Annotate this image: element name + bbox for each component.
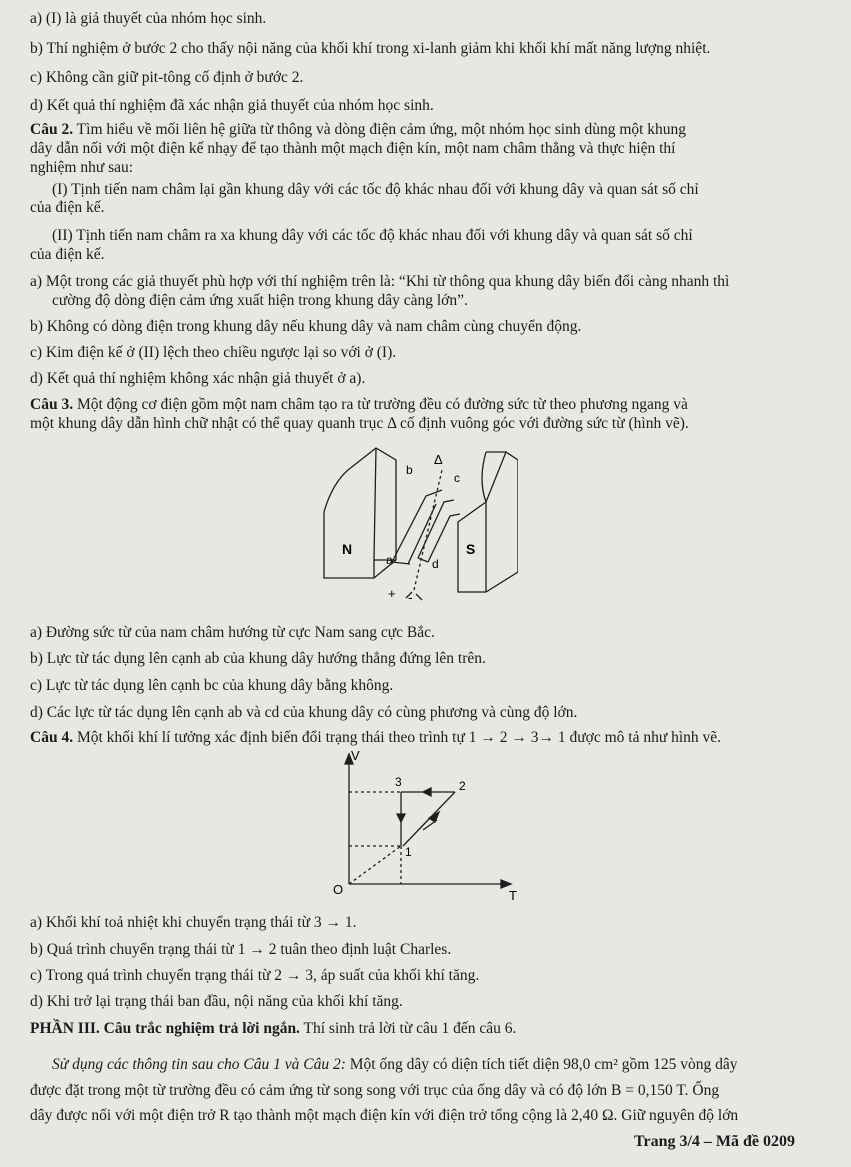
q2-stem-line1 — [30, 120, 686, 139]
terminal-minus: - — [408, 589, 413, 605]
q2-stem-text: Tìm hiểu về mối liên hệ giữa từ thông và dòng điện cảm ứng, một nhóm học sinh dùng một khung — [73, 121, 687, 138]
magnet-n-label: N — [342, 541, 353, 557]
q4-stem — [30, 728, 721, 747]
state-2-label: 2 — [459, 779, 466, 793]
coil-label-b: b — [406, 463, 413, 477]
info-line2: được đặt trong một từ trường đều có cảm ứng từ song song với trục của ống dây và có độ lớn B = 0,150 T. Ống — [30, 1082, 720, 1099]
q2-stem-line3: nghiệm như sau: — [30, 159, 134, 176]
q1-option-b: b) Thí nghiệm ở bước 2 cho thấy nội năng của khối khí trong xi-lanh giảm khi khối khí mất năng lượng nhiệt. — [30, 40, 711, 57]
q4-stem-text: Một khối khí lí tưởng xác định biến đổi trạng thái theo trình tự 1 → 2 → 3→ 1 được mô tả như hình vẽ. — [73, 729, 722, 746]
magnet-s-label: S — [466, 541, 476, 557]
q4-option-a: a) Khối khí toả nhiệt khi chuyển trạng thái từ 3 → 1. — [30, 914, 357, 931]
q3-stem-line2: một khung dây dẫn hình chữ nhật có thể quay quanh trục Δ cố định vuông góc với đường sức từ (hình vẽ). — [30, 415, 689, 432]
q3-option-a: a) Đường sức từ của nam châm hướng từ cực Nam sang cực Bắc. — [30, 624, 435, 641]
state-1-label: 1 — [405, 845, 412, 859]
axis-v-label: V — [351, 748, 360, 763]
q2-step-i-line2: của điện kế. — [30, 199, 105, 216]
origin-label: O — [333, 882, 344, 897]
q2-option-c: c) Kim điện kế ở (II) lệch theo chiều ngược lại so với ở (I). — [30, 344, 397, 361]
q2-label: Câu 2. — [30, 121, 74, 138]
state-3-label: 3 — [395, 775, 402, 789]
q3-option-d: d) Các lực từ tác dụng lên cạnh ab và cd của khung dây có cùng phương và cùng độ lớn. — [30, 704, 578, 721]
vt-diagram — [325, 748, 525, 904]
delta-label: Δ — [434, 452, 443, 467]
info-line1 — [52, 1055, 738, 1074]
q1-option-a: a) (I) là giả thuyết của nhóm học sinh. — [30, 10, 267, 27]
part-iii-instruction: Thí sinh trả lời từ câu 1 đến câu 6. — [299, 1020, 517, 1037]
q3-option-b: b) Lực từ tác dụng lên cạnh ab của khung dây hướng thẳng đứng lên trên. — [30, 650, 486, 667]
q1-option-c: c) Không cần giữ pit-tông cố định ở bước 2. — [30, 69, 304, 86]
part-iii-heading — [30, 1019, 516, 1038]
q2-step-ii-line2: của điện kế. — [30, 246, 105, 263]
q4-option-d: d) Khi trở lại trạng thái ban đầu, nội năng của khối khí tăng. — [30, 993, 403, 1010]
axis-t-label: T — [509, 888, 517, 903]
q2-step-ii-line1: (II) Tịnh tiến nam châm ra xa khung dây với các tốc độ khác nhau đối với khung dây và quan sát số chỉ — [52, 227, 693, 244]
q3-option-c: c) Lực từ tác dụng lên cạnh bc của khung dây bằng không. — [30, 677, 394, 694]
q2-option-a-line1: a) Một trong các giả thuyết phù hợp với thí nghiệm trên là: “Khi từ thông qua khung dây biến đổi càng nhanh thì — [30, 273, 730, 290]
q3-label: Câu 3. — [30, 396, 74, 413]
q4-option-b: b) Quá trình chuyển trạng thái từ 1 → 2 tuân theo định luật Charles. — [30, 941, 452, 958]
q4-label: Câu 4. — [30, 729, 74, 746]
q2-step-i-line1: (I) Tịnh tiến nam châm lại gần khung dây với các tốc độ khác nhau đối với khung dây và quan sát số chỉ — [52, 181, 699, 198]
motor-figure — [318, 440, 518, 610]
coil-label-c: c — [454, 471, 460, 485]
terminal-plus: + — [388, 586, 396, 601]
info-text: Một ống dây có diện tích tiết diện 98,0 cm² gồm 125 vòng dây — [345, 1056, 738, 1073]
coil-label-d: d — [432, 557, 439, 571]
q2-stem-line2: dây dẫn nối với một điện kế nhạy để tạo thành một mạch điện kín, một nam châm thẳng và thực hiện thí — [30, 140, 676, 157]
q3-stem-text: Một động cơ điện gồm một nam châm tạo ra từ trường đều có đường sức từ theo phương ngang và — [73, 396, 688, 413]
page-footer: Trang 3/4 – Mã đề 0209 — [634, 1133, 796, 1150]
q2-option-a-line2: cường độ dòng điện cảm ứng xuất hiện trong khung dây càng lớn”. — [52, 292, 468, 309]
part-iii-title: PHẦN III. Câu trắc nghiệm trả lời ngắn. — [30, 1020, 300, 1037]
q4-option-c: c) Trong quá trình chuyển trạng thái từ 2 → 3, áp suất của khối khí tăng. — [30, 967, 480, 984]
q3-stem-line1 — [30, 395, 688, 414]
info-line3: dây được nối với một điện trở R tạo thành một mạch điện kín với điện trở tổng cộng là 2,40 Ω. Giữ nguyên độ lớn — [30, 1107, 739, 1124]
q1-option-d: d) Kết quả thí nghiệm đã xác nhận giả thuyết của nhóm học sinh. — [30, 97, 434, 114]
coil-label-a: a — [386, 553, 393, 567]
q2-option-d: d) Kết quả thí nghiệm không xác nhận giả thuyết ở a). — [30, 370, 366, 387]
info-intro: Sử dụng các thông tin sau cho Câu 1 và Câu 2: — [52, 1056, 346, 1073]
q2-option-b: b) Không có dòng điện trong khung dây nếu khung dây và nam châm cùng chuyển động. — [30, 318, 582, 335]
